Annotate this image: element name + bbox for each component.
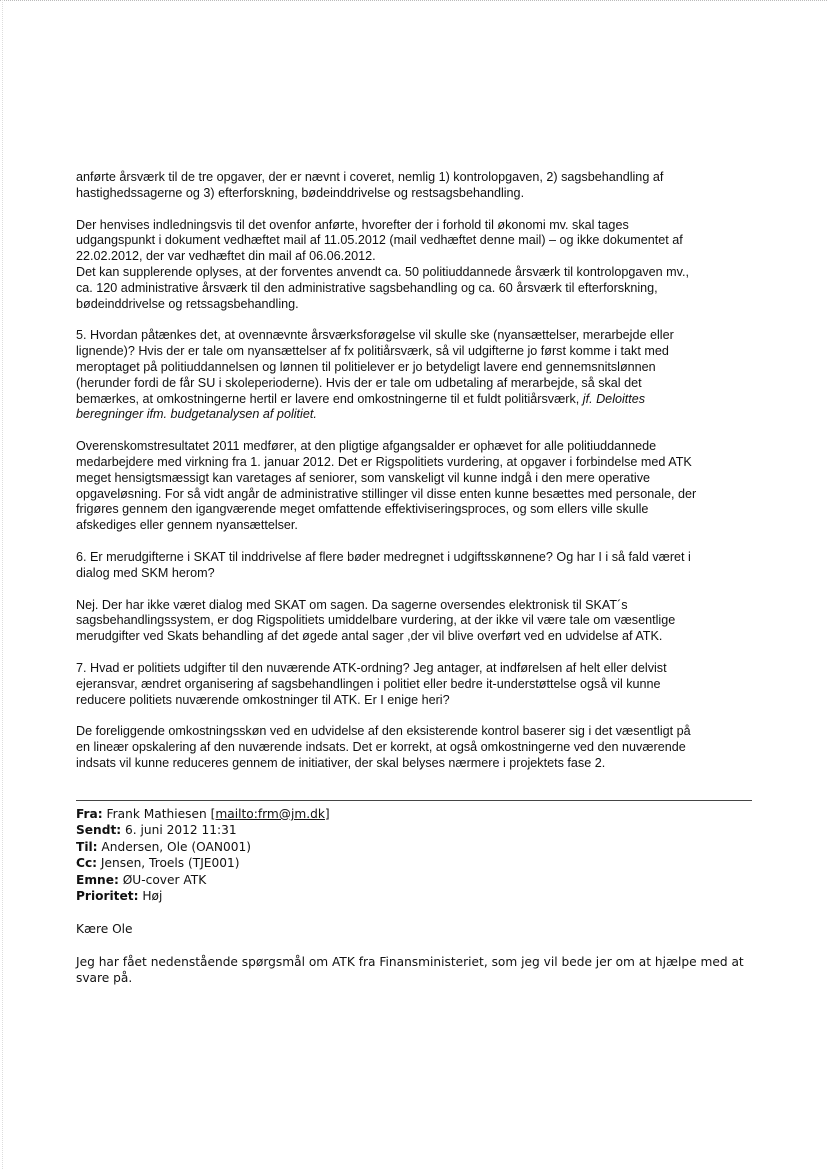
email-sent-row <box>76 822 766 838</box>
cc-label: Cc: <box>76 856 98 871</box>
sent-label: Sendt: <box>76 823 122 838</box>
priority-label: Prioritet: <box>76 889 139 904</box>
document-body <box>76 170 756 788</box>
from-label: Fra: <box>76 807 103 821</box>
email-subject-row <box>76 872 766 888</box>
priority-value: Høj <box>142 889 163 904</box>
from-mailto-link[interactable]: [mailto:frm@jm.dk] <box>210 807 330 821</box>
answer-7: De foreliggende omkostningsskøn ved en udvidelse af den eksisterende kontrol baserer sig i det væsentligt på en lineær opskalering af den nuværende indsats. Det er korrekt, at også omkostningerne ved den nuværende indsats vil kunne reduceres gennem de initiativer, der skal belyses nærmere i projektets fase 2. <box>76 724 691 770</box>
email-greeting: Kære Ole <box>76 922 133 937</box>
question-6: 6. Er merudgifterne i SKAT til inddrivelse af flere bøder medregnet i udgiftsskønnene? Og har I i så fald været i dialog med SKM herom? <box>76 549 691 580</box>
subject-value: ØU-cover ATK <box>122 872 207 887</box>
email-divider <box>76 800 752 801</box>
question-5 <box>76 328 756 423</box>
question-5-text: 5. Hvordan påtænkes det, at ovennævnte årsværksforøgelse vil skulle ske (nyansættelser, merarbejde eller lignende)? Hvis der er tale om nyansættelser af fx politiårsværk, så vil udgifterne jo først komme i takt med meroptaget på politiuddannelsen og lønnen til politielever er jo betydeligt lavere end gennemsnitslønnen (herunder fordi de får SU i skoleperioderne). Hvis der er tale om udbetaling af merarbejde, så skal det bemærkes, at omkostningerne hertil er lavere end omkostningerne til et fuldt politiårsværk, <box>76 328 674 406</box>
scan-edge-top <box>0 0 827 11</box>
to-label: Til: <box>76 839 98 854</box>
email-to-row <box>76 839 766 855</box>
to-value: Andersen, Ole (OAN001) <box>101 839 252 854</box>
paragraph-answer-intro: anførte årsværk til de tre opgaver, der er nævnt i coveret, nemlig 1) kontrolopgaven, 2) sagsbehandling af hastighedssagerne og 3) efterforskning, bødeinddrivelse og restsagsbehandling. <box>76 170 664 200</box>
subject-label: Emne: <box>76 872 119 887</box>
paragraph-reference: Der henvises indledningsvis til det ovenfor anførte, hvorefter der i forhold til økonomi mv. skal tages udgangspunkt i dokument vedhæftet mail af 11.05.2012 (mail vedhæftet denne mail) – og ikke dokumentet af 22.02.2012, der var vedhæftet din mail af 06.06.2012. <box>76 217 683 264</box>
question-5-reference: jf. Deloittes beregninger ifm. budgetanalysen af politiet. <box>76 391 646 422</box>
answer-5: Overenskomstresultatet 2011 medfører, at den pligtige afgangsalder er ophævet for alle politiuddannede medarbejdere med virkning fra 1. januar 2012. Det er Rigspolitiets vurdering, at opgaver i forbindelse med ATK meget hensigtsmæssigt kan varetages af seniorer, som vanskeligt vil kunne indgå i den mere operative opgaveløsning. For så vidt angår de administrative stillinger vil disse enten kunne besættes med personale, der frigøres gennem den igangværende meget omfattende effektiviseringsproces, og som ellers ville skulle afskediges eller gennem nyansættelser. <box>76 439 697 533</box>
from-name: Frank Mathiesen <box>106 807 207 821</box>
paragraph-supplement: Det kan supplerende oplyses, at der forventes anvendt ca. 50 politiuddannede årsværk til kontrolopgaven mv., ca. 120 administrative årsværk til den administrative sagsbehandling og ca. 60 årsværk til efterforskning, bødeinddrivelse og retssagsbehandling. <box>76 264 690 311</box>
email-header-block <box>76 806 766 999</box>
sent-value: 6. juni 2012 11:31 <box>125 823 237 838</box>
email-priority-row <box>76 888 766 904</box>
email-body: Jeg har fået nedenstående spørgsmål om ATK fra Finansministeriet, som jeg vil bede jer om at hjælpe med at svare på. <box>76 954 744 986</box>
email-from-row <box>76 806 766 822</box>
email-cc-row <box>76 855 766 871</box>
scan-edge-left <box>2 0 4 1169</box>
cc-value: Jensen, Troels (TJE001) <box>100 856 240 871</box>
question-7: 7. Hvad er politiets udgifter til den nuværende ATK-ordning? Jeg antager, at indførelsen af helt eller delvist ejeransvar, ændret organisering af sagsbehandlingen i politiet eller bedre it-understøttelse også vil kunne reducere politiets nuværende omkostninger til ATK. Er I enige heri? <box>76 660 667 707</box>
answer-6: Nej. Der har ikke været dialog med SKAT om sagen. Da sagerne oversendes elektronisk til SKAT´s sagsbehandlingssystem, er dog Rigspolitiets umiddelbare vurdering, at der ikke vil være tale om væsentlige merudgifter ved Skats behandling af det øgede antal sager ,der vil blive overført ved en udvidelse af ATK. <box>76 597 676 644</box>
